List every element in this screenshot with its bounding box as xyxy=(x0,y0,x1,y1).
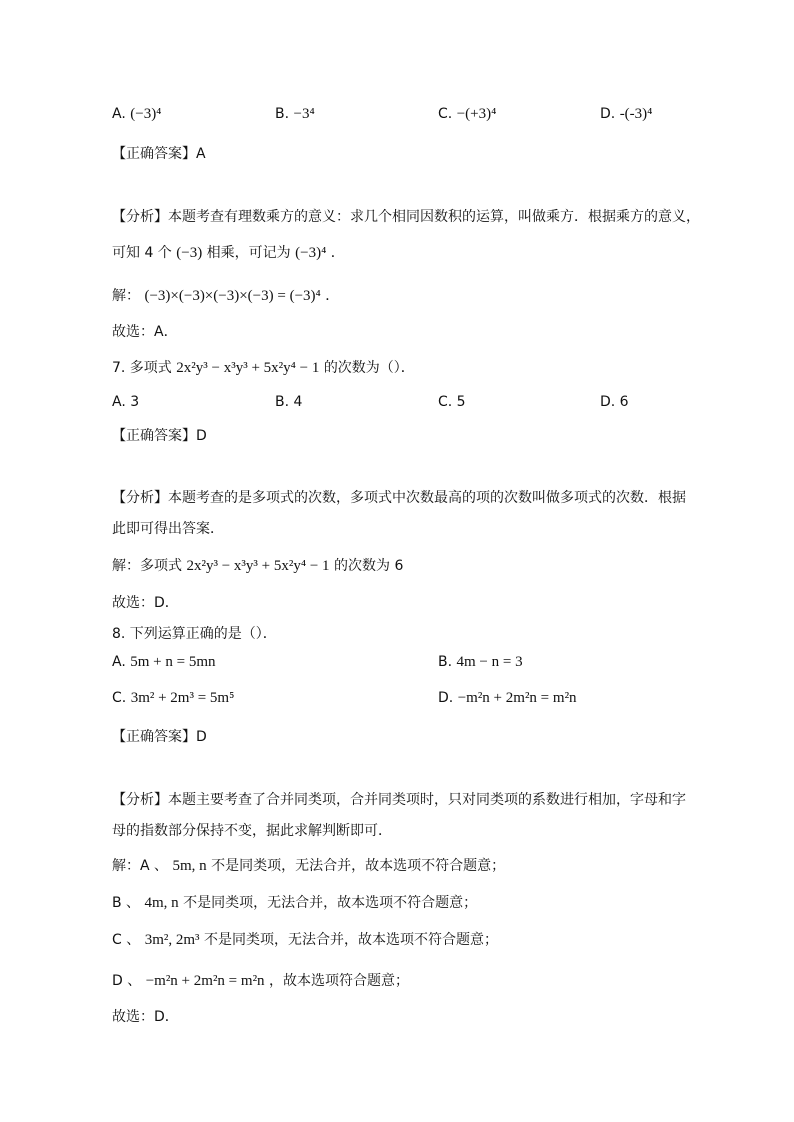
q6-analysis-line-2 xyxy=(112,242,345,262)
q8-solution-b xyxy=(112,892,477,912)
q6-option-a xyxy=(112,106,161,123)
math-expr: 4m, n xyxy=(144,895,179,911)
text: 的次数为（）． xyxy=(323,360,415,376)
q8-solution-d xyxy=(112,970,409,990)
q8-solution-c xyxy=(112,929,498,949)
text: ，故本选项符合题意； xyxy=(269,973,410,989)
math-expr: 5m + n = 5mn xyxy=(130,654,216,670)
q6-analysis-line-1: 【分析】本题考查有理数乘方的意义：求几个相同因数积的运算，叫做乘方．根据乘方的意义， xyxy=(112,209,700,225)
q6-option-d-expr: -(-3)⁴ xyxy=(619,106,653,122)
q8-option-d xyxy=(438,690,577,707)
text: 解： xyxy=(112,288,140,304)
q6-option-c-expr: −(+3)⁴ xyxy=(456,106,497,122)
text: 不是同类项，无法合并，故本选项不符合题意； xyxy=(183,895,478,911)
text: ． xyxy=(330,245,345,261)
q7-option-b: B. 4 xyxy=(275,394,303,410)
q8-analysis-line-2: 母的指数部分保持不变，据此求解判断即可． xyxy=(112,823,392,839)
text: 的次数为 6 xyxy=(334,558,404,574)
math-expr: (−3) xyxy=(176,245,203,261)
q8-answer: 【正确答案】D xyxy=(112,729,207,745)
option-label: A. xyxy=(112,654,126,670)
q6-option-a-expr: (−3)⁴ xyxy=(130,106,162,122)
q7-option-a: A. 3 xyxy=(112,394,140,410)
q7-analysis-line-2: 此即可得出答案． xyxy=(112,521,224,537)
q8-option-a xyxy=(112,654,216,671)
q8-conclusion: 故选：D． xyxy=(112,1009,179,1025)
q7-answer: 【正确答案】D xyxy=(112,428,207,444)
q6-option-b-expr: −3⁴ xyxy=(293,106,315,122)
text: B 、 xyxy=(112,895,141,911)
text: 解：A 、 xyxy=(112,858,169,874)
text: 可知 4 个 xyxy=(112,245,172,261)
text: 不是同类项，无法合并，故本选项不符合题意； xyxy=(203,932,498,948)
math-expr: 2x²y³ − x³y³ + 5x²y⁴ − 1 xyxy=(186,558,330,574)
text: 7. 多项式 xyxy=(112,360,172,376)
q7-analysis-line-1: 【分析】本题考查的是多项式的次数，多项式中次数最高的项的次数叫做多项式的次数．根据 xyxy=(112,490,686,506)
text: 不是同类项，无法合并，故本选项不符合题意； xyxy=(211,858,506,874)
q7-option-d: D. 6 xyxy=(600,394,629,410)
math-expr: −m²n + 2m²n = m²n xyxy=(457,690,577,706)
q8-stem: 8. 下列运算正确的是（）． xyxy=(112,626,277,642)
math-expr: (−3)⁴ xyxy=(295,245,327,261)
q8-analysis-line-1: 【分析】本题主要考查了合并同类项，合并同类项时，只对同类项的系数进行相加，字母和字 xyxy=(112,792,686,808)
q7-option-c: C. 5 xyxy=(438,394,466,410)
option-label: D. xyxy=(600,106,616,122)
q7-solution xyxy=(112,555,403,575)
q7-stem xyxy=(112,357,415,377)
option-label: C. xyxy=(438,106,453,122)
text: ． xyxy=(325,288,340,304)
q6-conclusion: 故选：A． xyxy=(112,324,178,340)
math-expr: 4m − n = 3 xyxy=(456,654,523,670)
math-expr: 2x²y³ − x³y³ + 5x²y⁴ − 1 xyxy=(176,360,320,376)
option-label: B. xyxy=(275,106,290,122)
q6-option-c xyxy=(438,106,496,123)
math-expr: 5m, n xyxy=(172,858,207,874)
q8-option-b xyxy=(438,654,523,671)
option-label: B. xyxy=(438,654,453,670)
q8-option-c xyxy=(112,690,234,707)
q8-solution-a xyxy=(112,855,505,875)
option-label: C. xyxy=(112,690,127,706)
q7-conclusion: 故选：D． xyxy=(112,595,179,611)
text: C 、 xyxy=(112,932,141,948)
option-label: D. xyxy=(438,690,454,706)
q6-option-b xyxy=(275,106,315,123)
math-expr: (−3)×(−3)×(−3)×(−3) = (−3)⁴ xyxy=(144,288,321,304)
text: D 、 xyxy=(112,973,142,989)
math-expr: 3m² + 2m³ = 5m⁵ xyxy=(130,690,235,706)
math-expr: −m²n + 2m²n = m²n xyxy=(145,973,265,989)
option-label: A. xyxy=(112,106,126,122)
text: 相乘，可记为 xyxy=(206,245,291,261)
math-expr: 3m², 2m³ xyxy=(144,932,200,948)
q6-option-d xyxy=(600,106,652,123)
q6-solution xyxy=(112,285,339,305)
text: 解：多项式 xyxy=(112,558,182,574)
q6-answer: 【正确答案】A xyxy=(112,146,206,162)
